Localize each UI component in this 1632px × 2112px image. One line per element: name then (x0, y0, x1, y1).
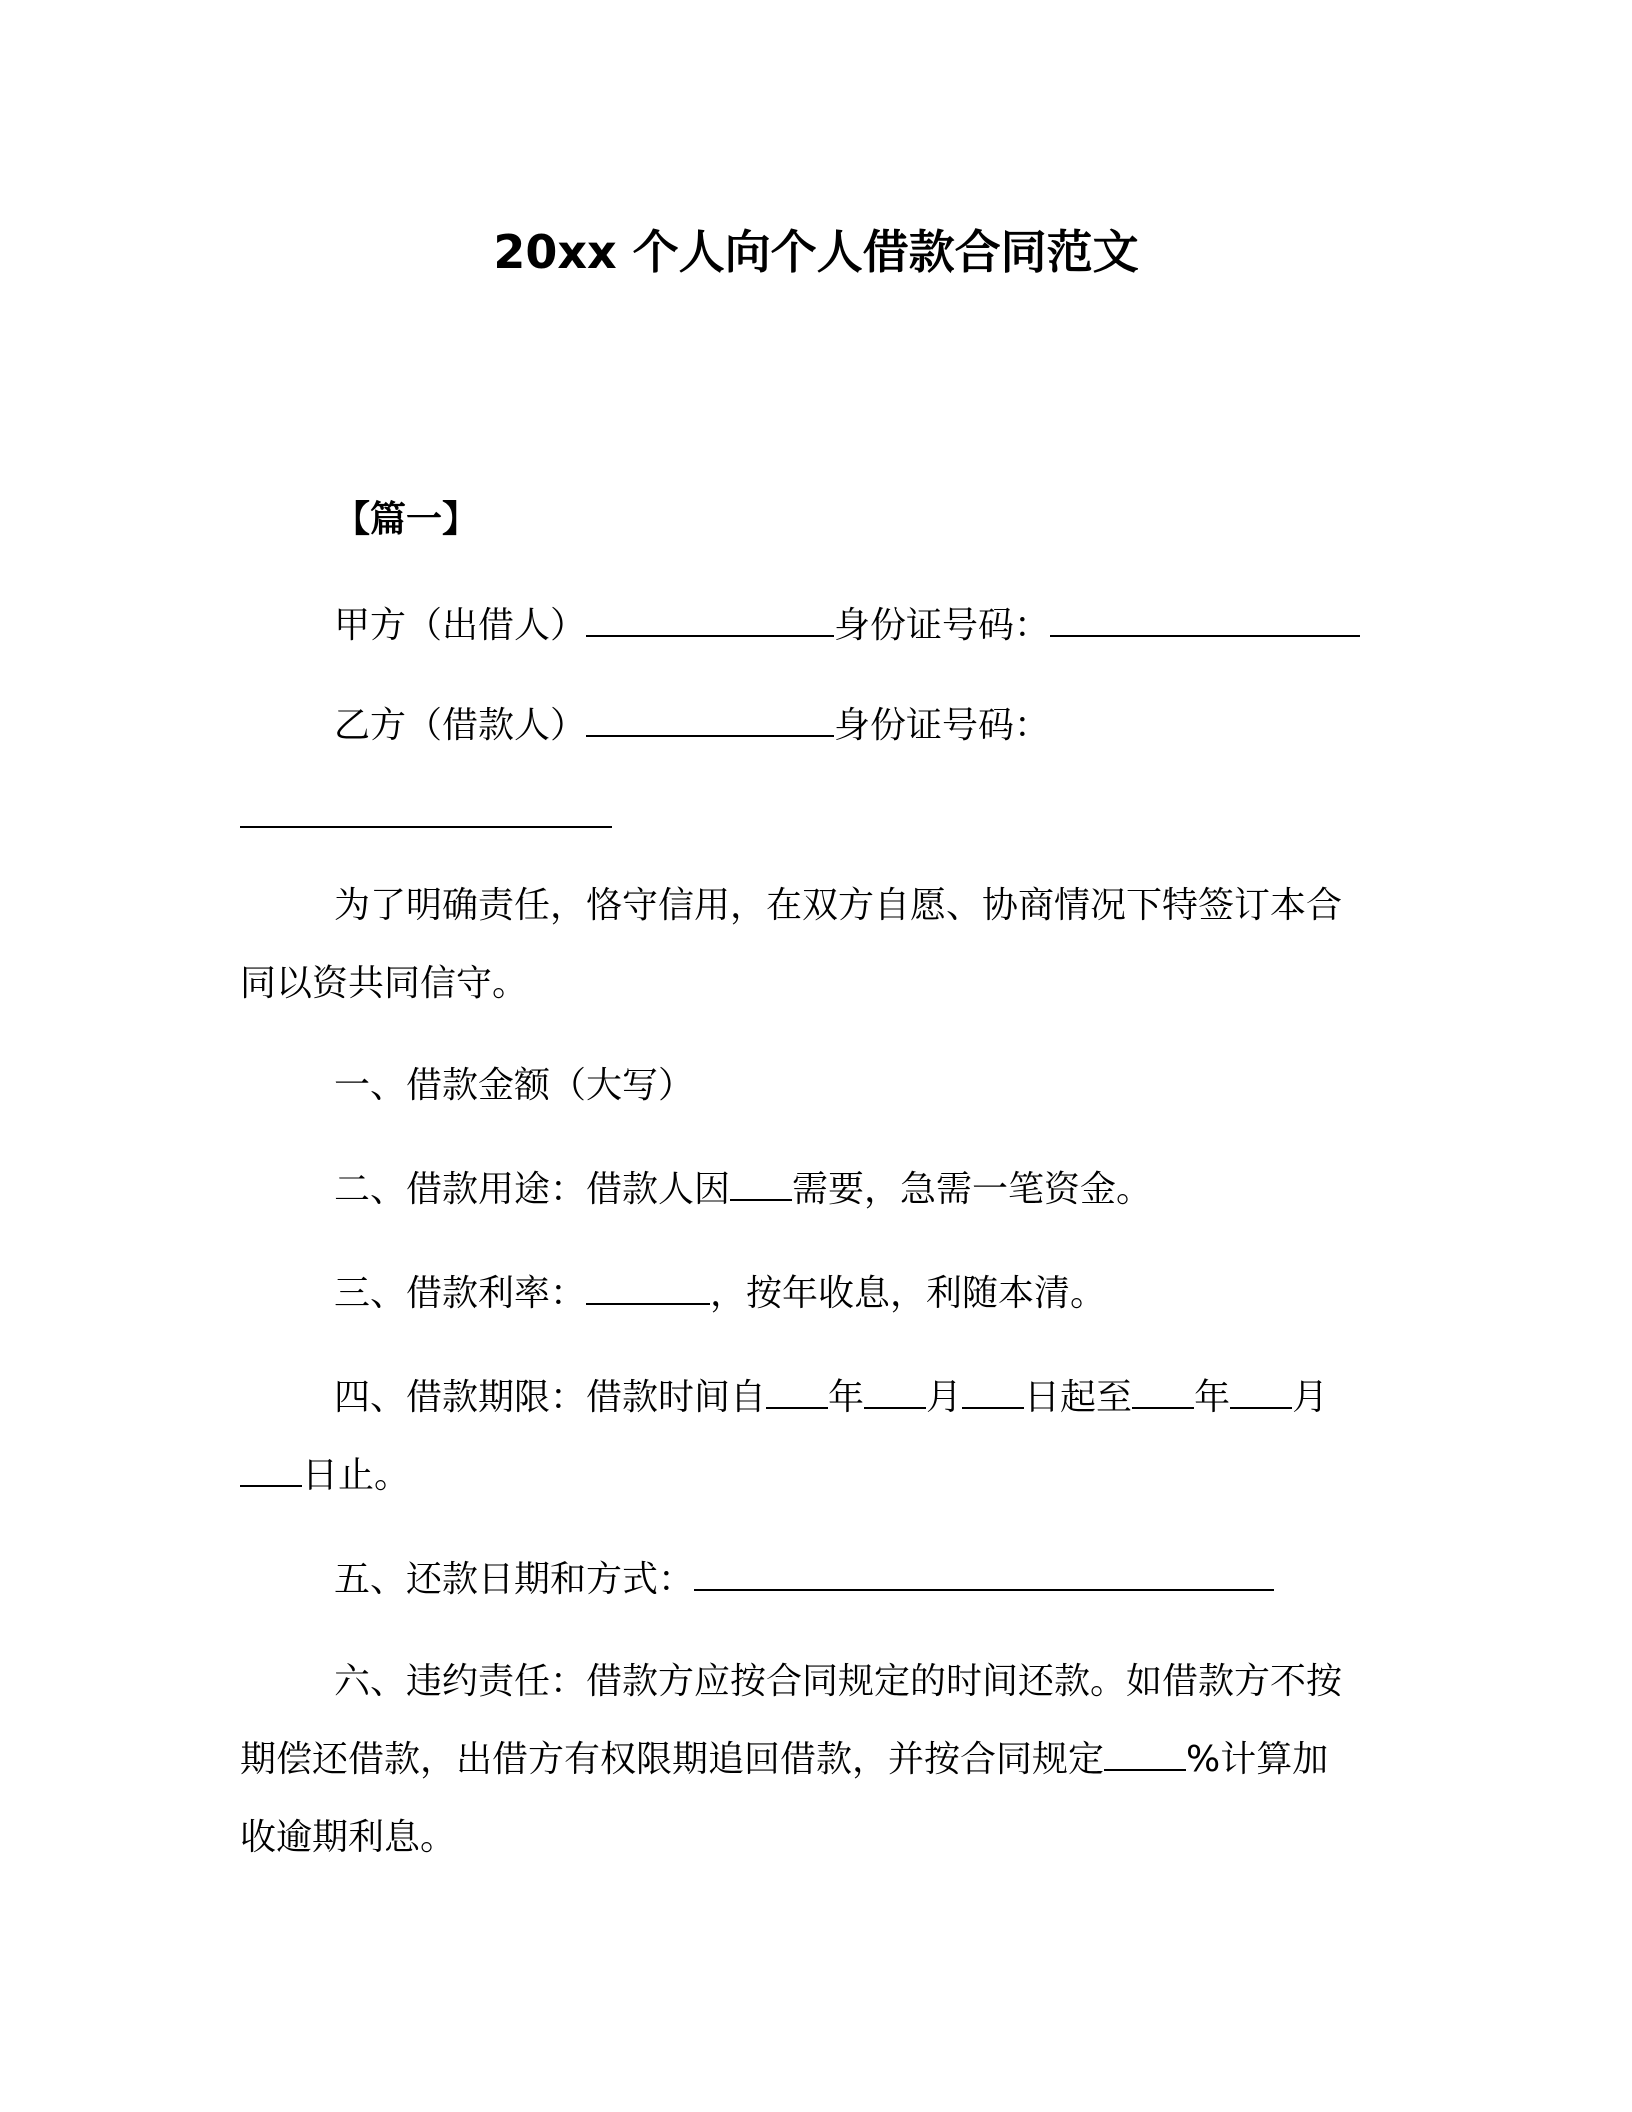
party-b-id-label: 身份证号码： (834, 705, 1051, 746)
purpose-blank (730, 1167, 792, 1201)
start-day-blank (962, 1375, 1024, 1409)
interest-rate-blank (586, 1271, 710, 1305)
clause-4-year1: 年 (828, 1377, 865, 1418)
clause-3-suffix: ，按年收息，利随本清。 (710, 1273, 1107, 1314)
penalty-rate-blank (1104, 1737, 1186, 1771)
clause-6-line-2-suffix: %计算加 (1186, 1739, 1329, 1780)
preamble-line-2: 同以资共同信守。 (240, 963, 529, 1004)
party-a-id-label: 身份证号码： (834, 605, 1051, 646)
clause-5-prefix: 五、还款日期和方式： (334, 1559, 695, 1600)
clause-4-line-2 (240, 1452, 410, 1500)
clause-4-month2: 月 (1292, 1377, 1329, 1418)
clause-2 (334, 1166, 1152, 1214)
clause-6-line-1: 六、违约责任：借款方应按合同规定的时间还款。如借款方不按 (334, 1661, 1343, 1702)
section-label: 【篇一】 (334, 499, 479, 540)
clause-3 (334, 1270, 1106, 1318)
party-a-line (334, 602, 1360, 650)
start-month-blank (864, 1375, 926, 1409)
party-b-name-blank (586, 703, 834, 737)
party-b-line (334, 702, 1050, 750)
clause-2-prefix: 二、借款用途：借款人因 (334, 1169, 731, 1210)
preamble-line-1: 为了明确责任，恪守信用，在双方自愿、协商情况下特签订本合 (334, 885, 1343, 926)
clause-4-day-start: 日起至 (1024, 1377, 1133, 1418)
clause-5 (334, 1556, 1274, 1604)
repayment-method-blank (694, 1557, 1274, 1591)
clause-3-prefix: 三、借款利率： (334, 1273, 587, 1314)
party-a-id-blank (1050, 603, 1360, 637)
clause-4-prefix: 四、借款期限：借款时间自 (334, 1377, 767, 1418)
clause-6-line-2-prefix: 期偿还借款，出借方有权限期追回借款，并按合同规定 (240, 1739, 1105, 1780)
end-month-blank (1230, 1375, 1292, 1409)
clause-4-month1: 月 (926, 1377, 963, 1418)
party-b-label: 乙方（借款人） (334, 705, 587, 746)
party-b-id-blank (240, 826, 612, 828)
party-a-label: 甲方（出借人） (334, 605, 587, 646)
end-day-blank (240, 1453, 302, 1487)
clause-6-line-2 (240, 1736, 1328, 1784)
clause-2-suffix: 需要，急需一笔资金。 (792, 1169, 1153, 1210)
clause-4-line-1 (334, 1374, 1328, 1422)
clause-1: 一、借款金额（大写） (334, 1065, 695, 1106)
clause-4-end: 日止。 (302, 1455, 411, 1496)
start-year-blank (766, 1375, 828, 1409)
clause-6-line-3: 收逾期利息。 (240, 1817, 457, 1858)
end-year-blank (1132, 1375, 1194, 1409)
party-a-name-blank (586, 603, 834, 637)
clause-4-year2: 年 (1194, 1377, 1231, 1418)
document-title: 20xx 个人向个人借款合同范文 (493, 225, 1139, 279)
